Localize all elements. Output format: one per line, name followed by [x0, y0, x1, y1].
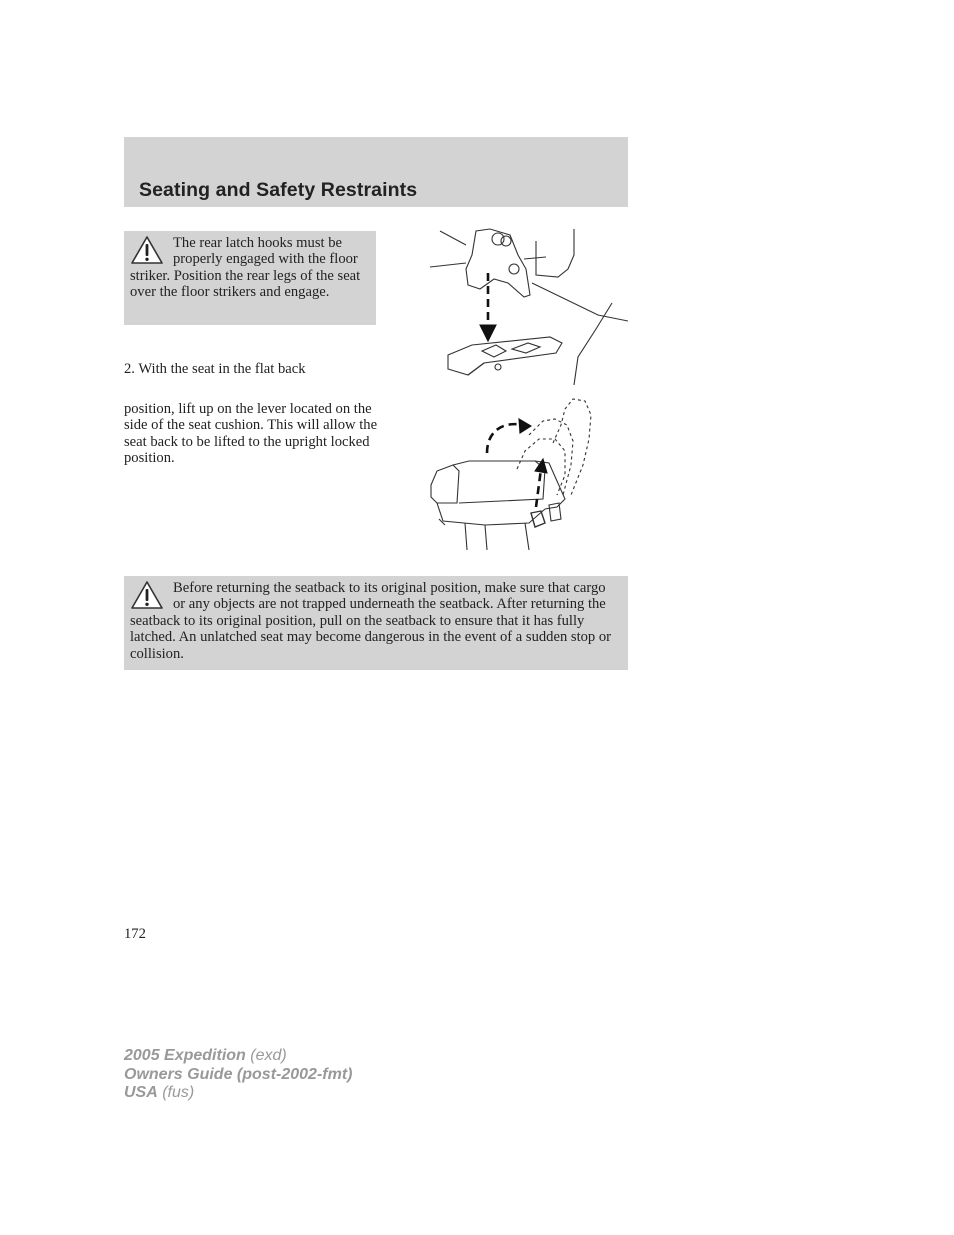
footer-line-model: [124, 1047, 352, 1066]
footer-market: USA: [124, 1084, 158, 1101]
footer-guide: Owners Guide (post-2002-fmt): [124, 1065, 353, 1083]
section-title: Seating and Safety Restraints: [139, 179, 418, 201]
warning-text: Before returning the seatback to its original position, make sure that cargo or any objects are not trapped underneath the seatback. After returning the seatback to its original position, pull on the seatback to ensure that it has fully latched. An unlatched seat may become dangerous in the event of a sudden stop or collision.: [130, 580, 612, 662]
footer-model: 2005 Expedition: [124, 1047, 246, 1064]
seatback-raise-illustration: [425, 395, 600, 555]
footer-model-code: (exd): [245, 1047, 287, 1064]
footer-line-market: [124, 1084, 352, 1103]
step-2-text-continued: position, lift up on the lever located on the side of the seat cushion. This will allow the seat back to be lifted to the upright locked position.: [124, 401, 378, 467]
section-header: [124, 137, 628, 207]
footer-market-code: (fus): [157, 1084, 195, 1101]
step-2-text-start: 2. With the seat in the flat back: [124, 361, 306, 377]
warning-triangle-icon: [130, 580, 164, 610]
warning-box-latch: [124, 231, 376, 325]
warning-box-seatback: [124, 576, 628, 670]
warning-triangle-icon: [130, 235, 164, 265]
warning-text: The rear latch hooks must be properly engaged with the floor striker. Position the rear legs of the seat over the floor strikers and engage.: [130, 235, 361, 301]
page-number: 172: [124, 926, 146, 942]
footer-line-guide: [124, 1066, 352, 1085]
rear-latch-illustration: [428, 225, 628, 385]
document-footer: [124, 1047, 352, 1103]
